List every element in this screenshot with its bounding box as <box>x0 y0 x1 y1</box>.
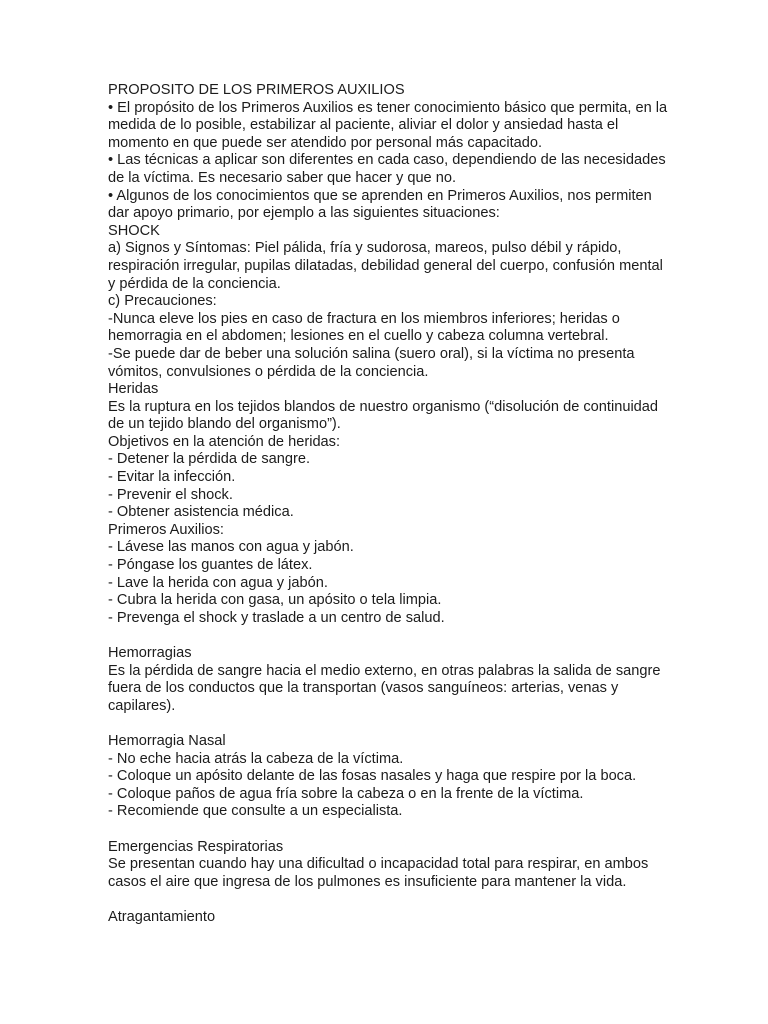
blank-line <box>108 891 668 909</box>
text-line: c) Precauciones: <box>108 293 217 310</box>
text-line: - Coloque paños de agua fría sobre la cabeza o en la frente de la víctima. <box>108 785 584 802</box>
text-line: hemorragia en el abdomen; lesiones en el cuello y cabeza columna vertebral. <box>108 328 609 345</box>
text-line: - Póngase los guantes de látex. <box>108 557 313 574</box>
text-line: -Nunca eleve los pies en caso de fractura en los miembros inferiores; heridas o <box>108 310 620 327</box>
text-line: dar apoyo primario, por ejemplo a las siguientes situaciones: <box>108 205 500 222</box>
text-line: - Detener la pérdida de sangre. <box>108 451 311 468</box>
text-line: Emergencias Respiratorias <box>108 838 284 855</box>
text-line: • Las técnicas a aplicar son diferentes en cada caso, dependiendo de las necesidades <box>108 152 666 169</box>
text-line: PROPOSITO DE LOS PRIMEROS AUXILIOS <box>108 82 405 98</box>
text-line: Primeros Auxilios: <box>108 521 224 538</box>
text-line: - Cubra la herida con gasa, un apósito o tela limpia. <box>108 592 442 609</box>
text-line: y pérdida de la conciencia. <box>108 275 281 292</box>
text-line: -Se puede dar de beber una solución salina (suero oral), si la víctima no presenta <box>108 345 635 362</box>
text-line: - Coloque un apósito delante de las fosas nasales y haga que respire por la boca. <box>108 768 637 785</box>
text-line: vómitos, convulsiones o pérdida de la conciencia. <box>108 363 429 380</box>
text-line: capilares). <box>108 697 176 714</box>
text-line: - Obtener asistencia médica. <box>108 504 294 521</box>
text-line: - Prevenir el shock. <box>108 486 233 503</box>
document-page <box>108 82 668 927</box>
text-line: Heridas <box>108 381 159 398</box>
text-line: Es la pérdida de sangre hacia el medio externo, en otras palabras la salida de sangre <box>108 662 661 679</box>
text-line: - Recomiende que consulte a un especialista. <box>108 803 403 820</box>
text-line: Se presentan cuando hay una dificultad o incapacidad total para respirar, en ambos <box>108 856 649 873</box>
text-line: - Prevenga el shock y traslade a un centro de salud. <box>108 609 445 626</box>
text-line: a) Signos y Síntomas: Piel pálida, fría y sudorosa, mareos, pulso débil y rápido, <box>108 240 622 257</box>
blank-line <box>108 715 668 733</box>
text-line: de la víctima. Es necesario saber que hacer y que no. <box>108 169 457 186</box>
text-line: medida de lo posible, estabilizar al paciente, aliviar el dolor y ansiedad hasta el <box>108 117 619 134</box>
text-line: • Algunos de los conocimientos que se aprenden en Primeros Auxilios, nos permiten <box>108 187 652 204</box>
text-line: momento en que puede ser atendido por personal más capacitado. <box>108 134 543 151</box>
text-line: casos el aire que ingresa de los pulmones es insuficiente para mantener la vida. <box>108 873 627 890</box>
text-line: Hemorragias <box>108 645 192 661</box>
text-line: Hemorragia Nasal <box>108 732 226 749</box>
text-line: Es la ruptura en los tejidos blandos de nuestro organismo (“disolución de continuidad <box>108 398 659 415</box>
text-line: - Lávese las manos con agua y jabón. <box>108 539 354 556</box>
text-line: - Lave la herida con agua y jabón. <box>108 574 328 591</box>
text-line: de un tejido blando del organismo”). <box>108 416 341 433</box>
text-line: - Evitar la infección. <box>108 469 236 486</box>
text-line: fuera de los conductos que la transportan (vasos sanguíneos: arterias, venas y <box>108 680 619 697</box>
blank-line <box>108 627 668 645</box>
text-line: • El propósito de los Primeros Auxilios es tener conocimiento básico que permita, en la <box>108 99 668 116</box>
text-line: respiración irregular, pupilas dilatadas, debilidad general del cuerpo, confusión mental <box>108 257 663 274</box>
text-line: Atragantamiento <box>108 908 216 925</box>
text-line: Objetivos en la atención de heridas: <box>108 433 341 450</box>
blank-line <box>108 821 668 839</box>
text-line: SHOCK <box>108 222 160 239</box>
text-line: - No eche hacia atrás la cabeza de la víctima. <box>108 750 404 767</box>
